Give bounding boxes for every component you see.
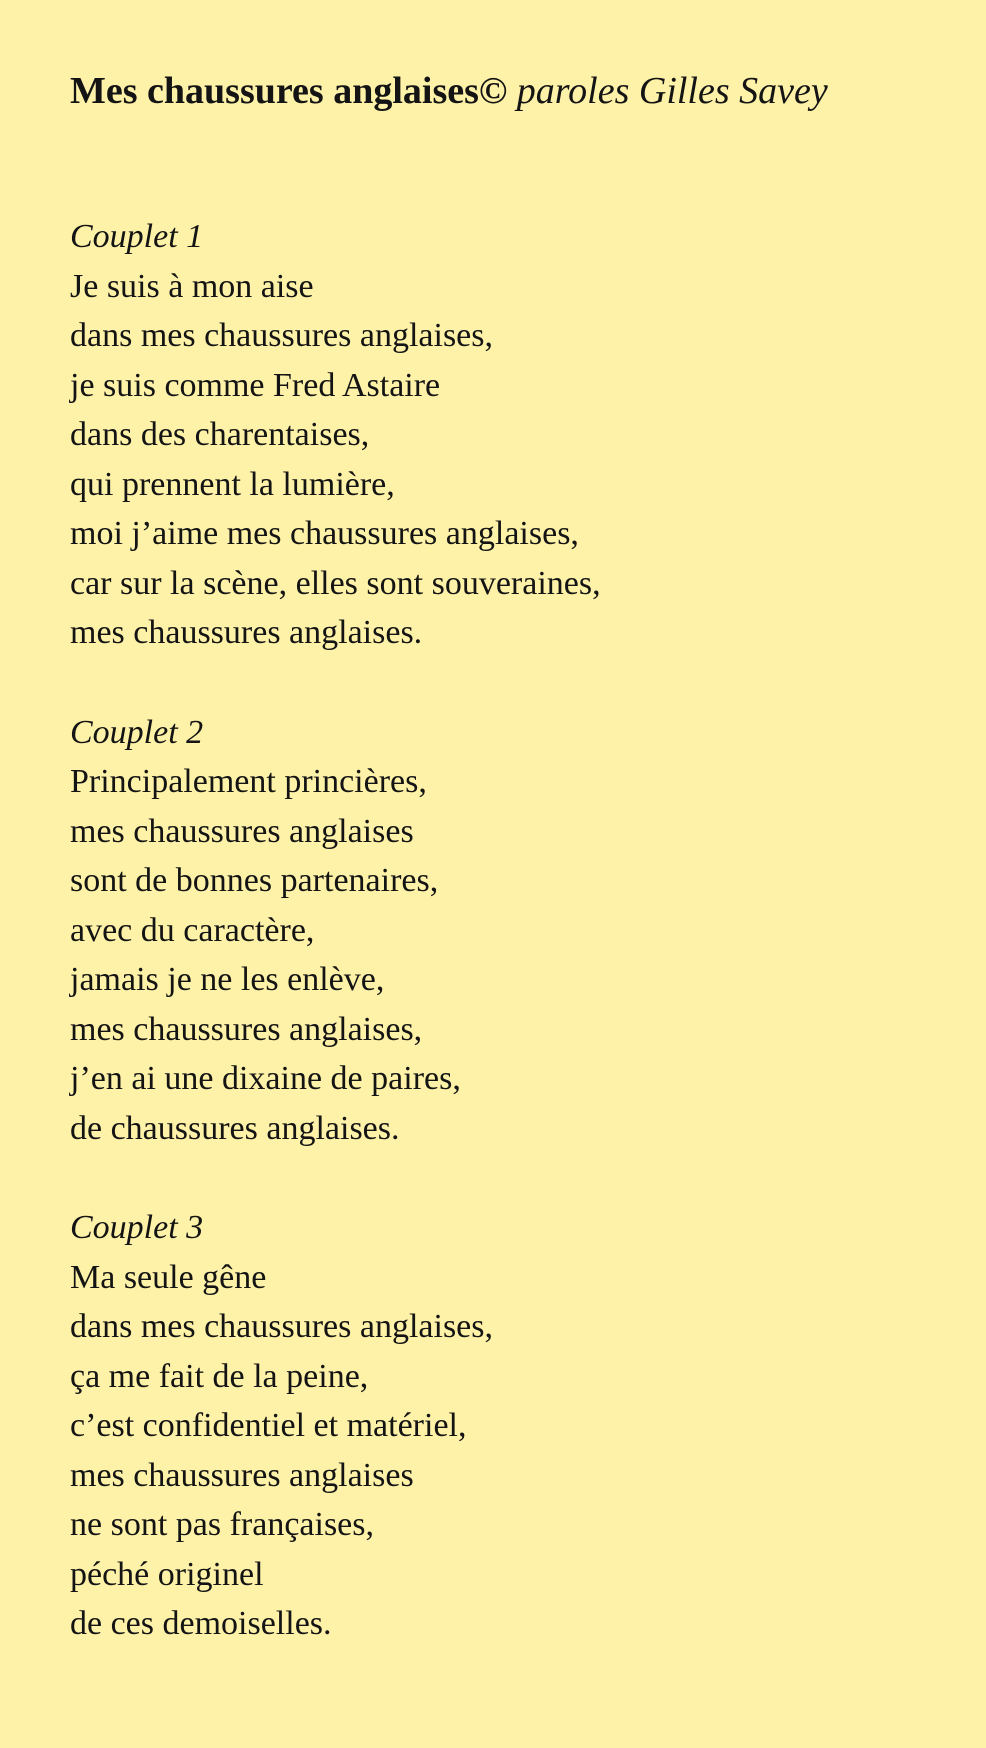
lyric-line: c’est confidentiel et matériel,	[70, 1407, 467, 1444]
couplet-3	[70, 1203, 986, 1649]
lyric-line: mes chaussures anglaises	[70, 812, 414, 850]
lyric-line: j’en ai une dixaine de paires,	[70, 1060, 461, 1097]
lyric-line: Je suis à mon aise	[70, 267, 314, 305]
lyric-line: jamais je ne les enlève,	[70, 961, 385, 998]
lyric-line: mes chaussures anglaises,	[70, 1010, 423, 1048]
lyrics-credit: paroles Gilles Savey	[516, 70, 828, 112]
lyric-line: sont de bonnes partenaires,	[70, 862, 439, 899]
lyric-line: dans mes chaussures anglaises,	[70, 317, 494, 354]
lyric-line: dans mes chaussures anglaises,	[70, 1308, 494, 1345]
lyric-line: de chaussures anglaises.	[70, 1109, 400, 1147]
lyric-line: ça me fait de la peine,	[70, 1357, 369, 1395]
page-title	[70, 58, 986, 124]
lyric-line: avec du caractère,	[70, 911, 315, 949]
lyric-line: mes chaussures anglaises	[70, 1456, 414, 1494]
song-title: Mes chaussures anglaises©	[70, 70, 508, 112]
lyric-line: Ma seule gêne	[70, 1258, 267, 1296]
lyrics-body	[70, 212, 986, 1649]
lyric-line: de ces demoiselles.	[70, 1605, 332, 1642]
couplet-title: Couplet 1	[70, 218, 204, 255]
lyric-line: qui prennent la lumière,	[70, 465, 395, 503]
lyric-line: je suis comme Fred Astaire	[70, 366, 441, 404]
lyric-line: ne sont pas françaises,	[70, 1506, 375, 1543]
couplet-1	[70, 212, 986, 658]
couplet-title: Couplet 3	[70, 1209, 204, 1246]
lyric-line: dans des charentaises,	[70, 416, 370, 453]
lyric-line: car sur la scène, elles sont souveraines,	[70, 564, 601, 602]
lyric-line: péché originel	[70, 1555, 264, 1593]
lyric-line: Principalement princières,	[70, 763, 427, 800]
couplet-2	[70, 708, 986, 1154]
lyric-line: moi j’aime mes chaussures anglaises,	[70, 515, 579, 552]
lyric-line: mes chaussures anglaises.	[70, 614, 423, 651]
couplet-title: Couplet 2	[70, 713, 204, 751]
